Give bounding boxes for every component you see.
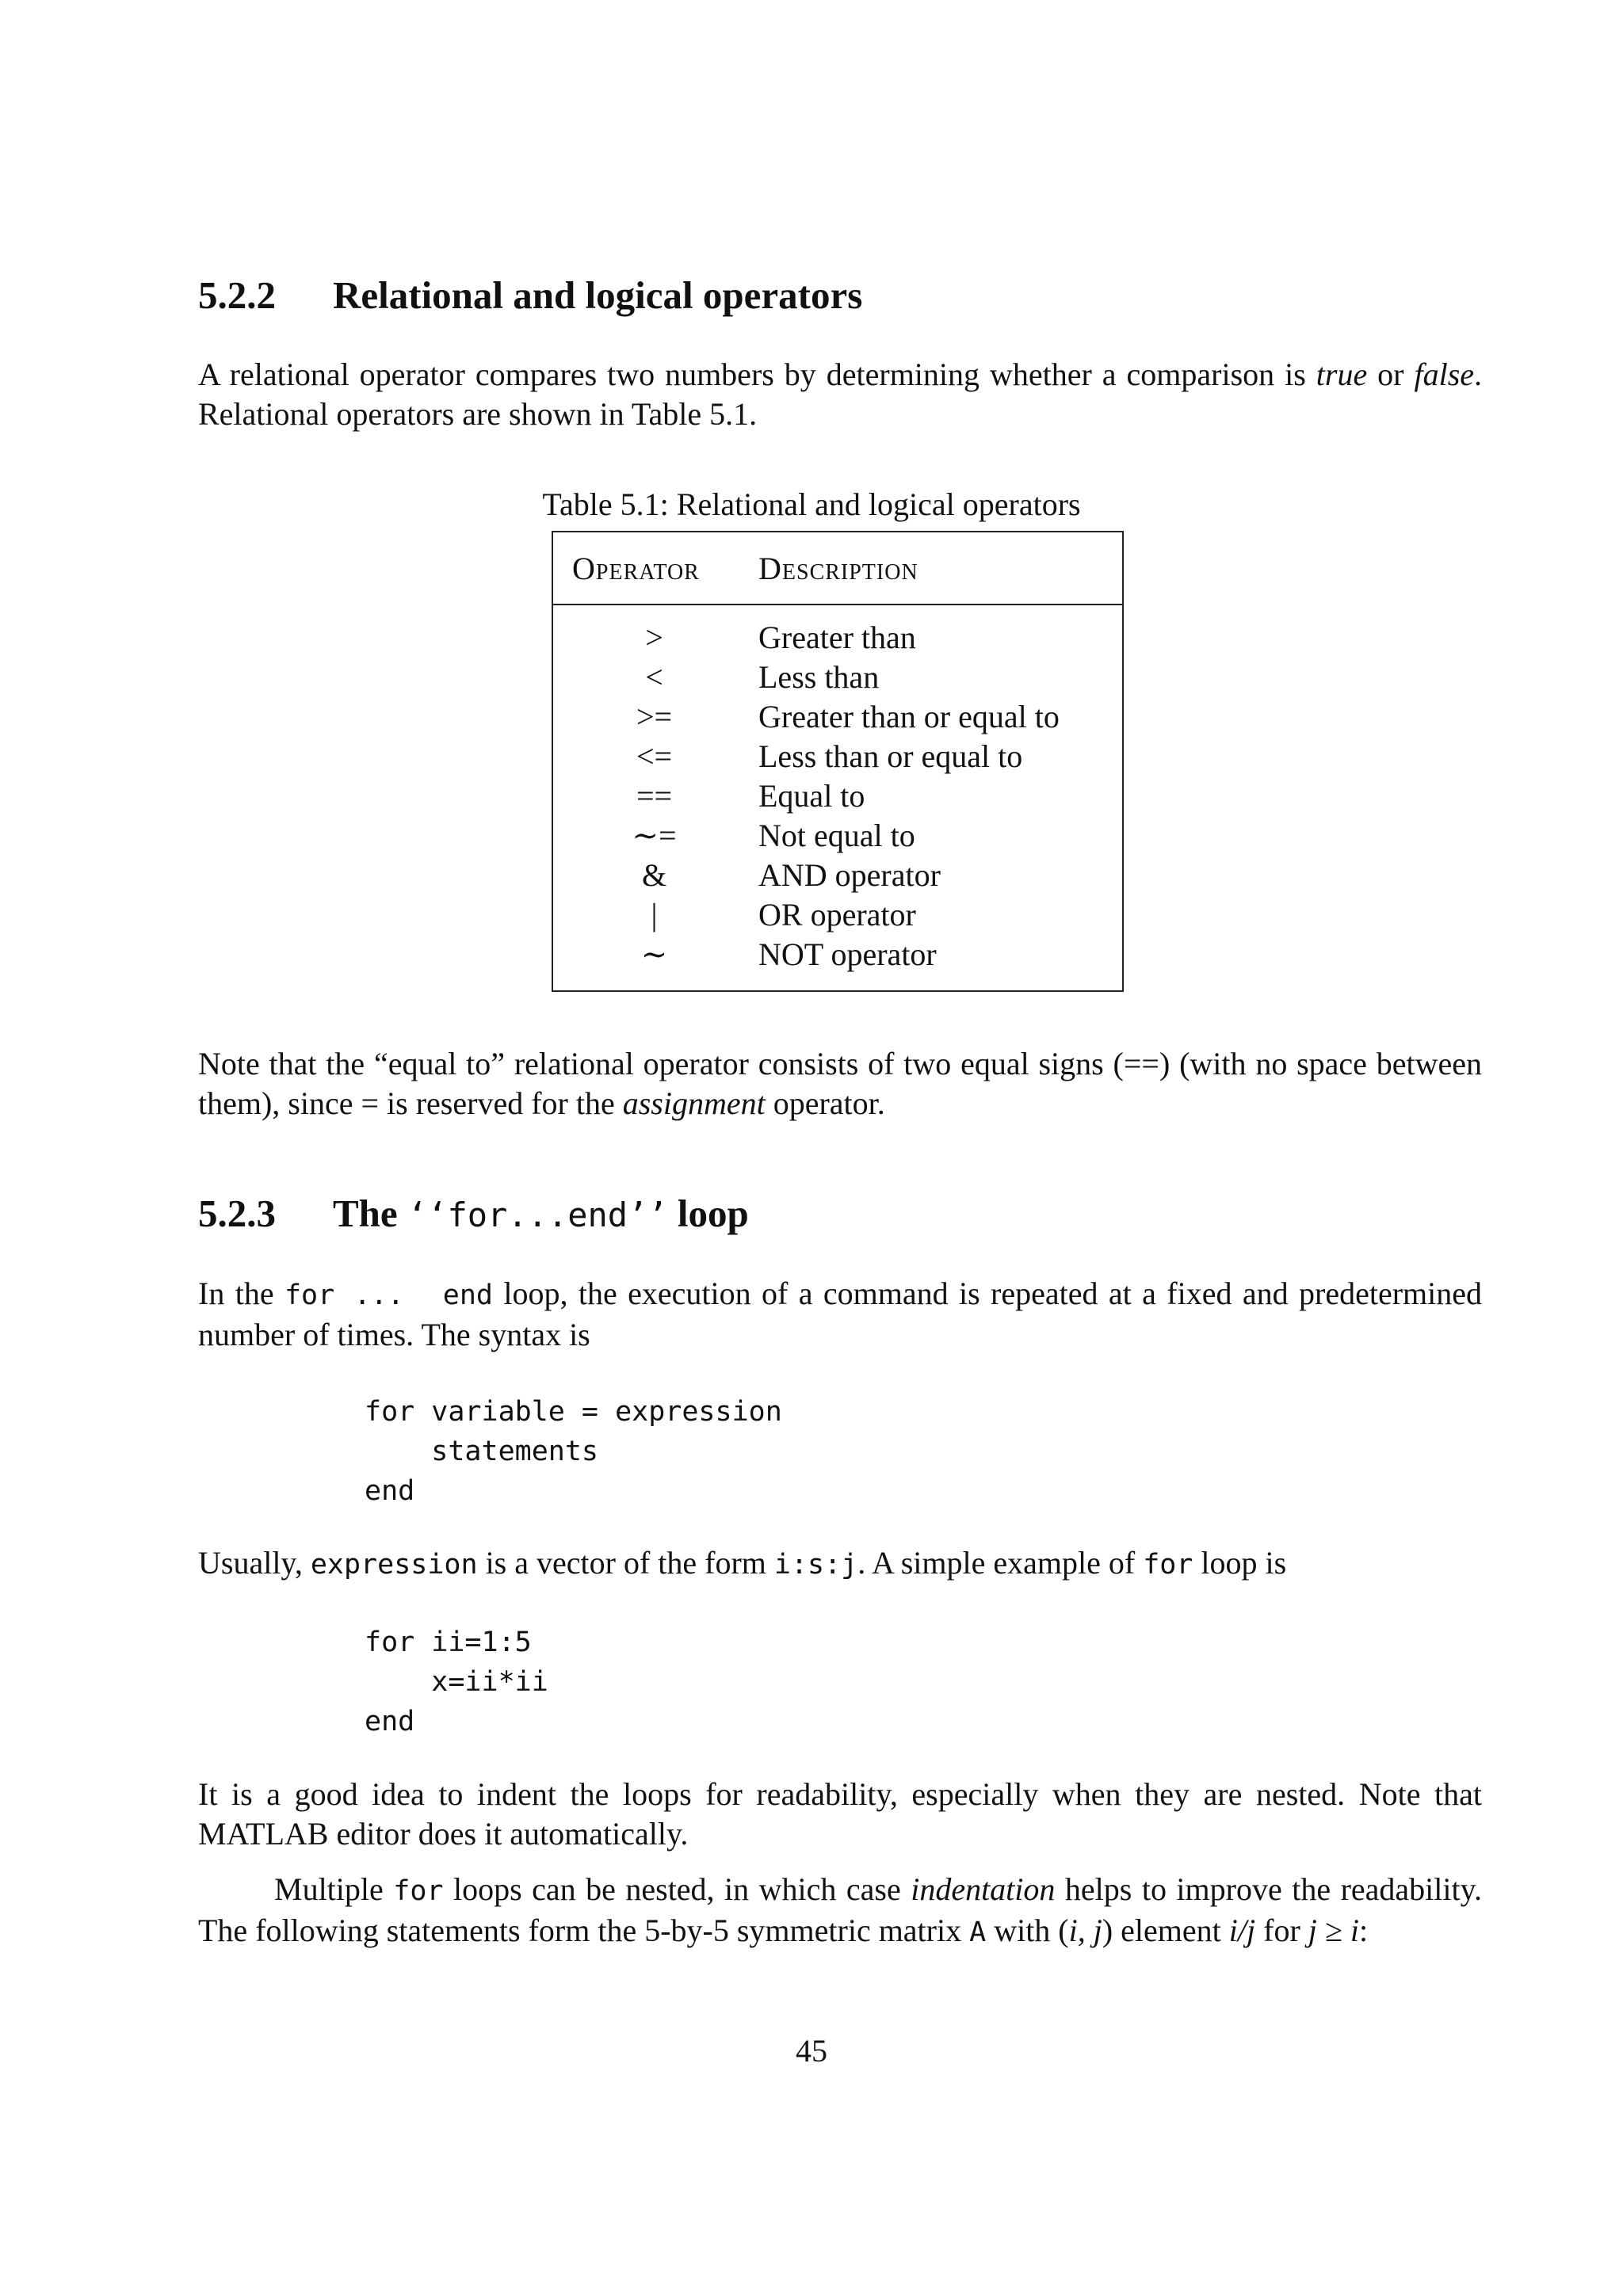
text: In the (198, 1276, 285, 1311)
header-description: Description (758, 550, 918, 586)
description-cell: Greater than or equal to (758, 699, 1060, 734)
italic-text: false (1414, 357, 1475, 392)
text: Note that the “equal to” relational operator consists of two equal signs (==) (with no space between them), since = is reserved for the (198, 1046, 1482, 1121)
math-text: i, j (1068, 1913, 1102, 1948)
text: Multiple (274, 1871, 394, 1907)
inline-code: for (393, 1875, 444, 1907)
table-row (553, 935, 1122, 974)
description-cell: Equal to (758, 778, 865, 814)
description-cell: Less than (758, 659, 880, 695)
operator-cell: ∼ (640, 936, 668, 972)
operator-cell: & (641, 857, 667, 893)
text: operator. (765, 1085, 885, 1121)
section-number: 5.2.2 (198, 273, 276, 317)
table-row (553, 737, 1122, 776)
inline-code: for (1143, 1549, 1193, 1581)
paragraph-for-intro (198, 1274, 1482, 1355)
section-title: The (333, 1192, 407, 1235)
operators-table (552, 531, 1124, 992)
section-title: Relational and logical operators (333, 273, 863, 317)
italic-text: assignment (622, 1085, 766, 1121)
inline-code: expression (310, 1549, 478, 1581)
operator-cell: < (645, 659, 663, 695)
page-number: 45 (796, 2033, 827, 2069)
description-cell: Greater than (758, 620, 916, 655)
operator-cell: <= (636, 738, 673, 774)
inline-code: i:s:j (773, 1549, 858, 1581)
section-heading-5-2-2 (198, 272, 862, 319)
table-row (553, 618, 1122, 658)
header-operator: Operator (572, 550, 700, 586)
paragraph-relational-intro (198, 355, 1482, 434)
description-cell: Less than or equal to (758, 738, 1023, 774)
text: with ( (986, 1913, 1069, 1948)
text: : (1358, 1913, 1369, 1948)
description-cell: NOT operator (758, 936, 937, 972)
table-row (553, 856, 1122, 895)
paragraph-expression (198, 1543, 1482, 1585)
text: loop is (1193, 1545, 1287, 1581)
table-row (553, 658, 1122, 697)
section-number: 5.2.3 (198, 1192, 276, 1235)
italic-text: indentation (911, 1871, 1056, 1907)
table-header-row (553, 532, 1122, 605)
operator-cell: | (651, 897, 658, 933)
paragraph-nested-loops (198, 1870, 1482, 1952)
text: loop, the execution of a command is repeated at a fixed and predetermined number of times. The syntax is (198, 1276, 1482, 1352)
text: . A simple example of (857, 1545, 1144, 1581)
inline-code: A (969, 1917, 987, 1948)
description-cell: AND operator (758, 857, 941, 893)
text: It is a good idea to indent the loops for readability, especially when they are nested. Note that MATLAB editor does it automatically. (198, 1776, 1482, 1852)
section-heading-5-2-3 (198, 1190, 749, 1239)
description-cell: Not equal to (758, 818, 915, 853)
code-block-syntax: for variable = expression statements end (365, 1396, 782, 1507)
operator-cell: > (645, 620, 663, 655)
text: Usually, (198, 1545, 311, 1581)
text: A relational operator compares two numbers by determining whether a comparison is (198, 357, 1316, 392)
text: is a vector of the form (477, 1545, 774, 1581)
text: helps to improve the readability. The following statements form the 5-by-5 symmetric matrix (198, 1871, 1483, 1948)
operator-cell: == (636, 778, 673, 814)
math-text: i/j (1228, 1913, 1256, 1948)
description-cell: OR operator (758, 897, 916, 933)
operator-cell: ∼= (632, 818, 677, 853)
inline-code: ‘‘for...end’’ (407, 1196, 668, 1234)
table-row (553, 697, 1122, 737)
inline-code: for ... end (284, 1280, 493, 1311)
text: or (1367, 357, 1415, 392)
section-title: loop (667, 1192, 749, 1235)
text: for (1255, 1913, 1308, 1948)
table-row (553, 816, 1122, 856)
text: . Relational operators are shown in Table 5.1. (198, 357, 1483, 432)
table-row (553, 776, 1122, 816)
text: loops can be nested, in which case (443, 1871, 911, 1907)
italic-text: true (1316, 357, 1368, 392)
table-caption: Table 5.1: Relational and logical operators (542, 486, 1081, 522)
paragraph-indent-advice (198, 1775, 1482, 1854)
math-text: j ≥ i (1308, 1913, 1359, 1948)
table-body (553, 605, 1122, 974)
table-row (553, 895, 1122, 935)
code-block-example: for ii=1:5 x=ii*ii end (365, 1627, 548, 1737)
text: ) element (1102, 1913, 1229, 1948)
paragraph-equal-note (198, 1044, 1482, 1123)
operator-cell: >= (636, 699, 673, 734)
